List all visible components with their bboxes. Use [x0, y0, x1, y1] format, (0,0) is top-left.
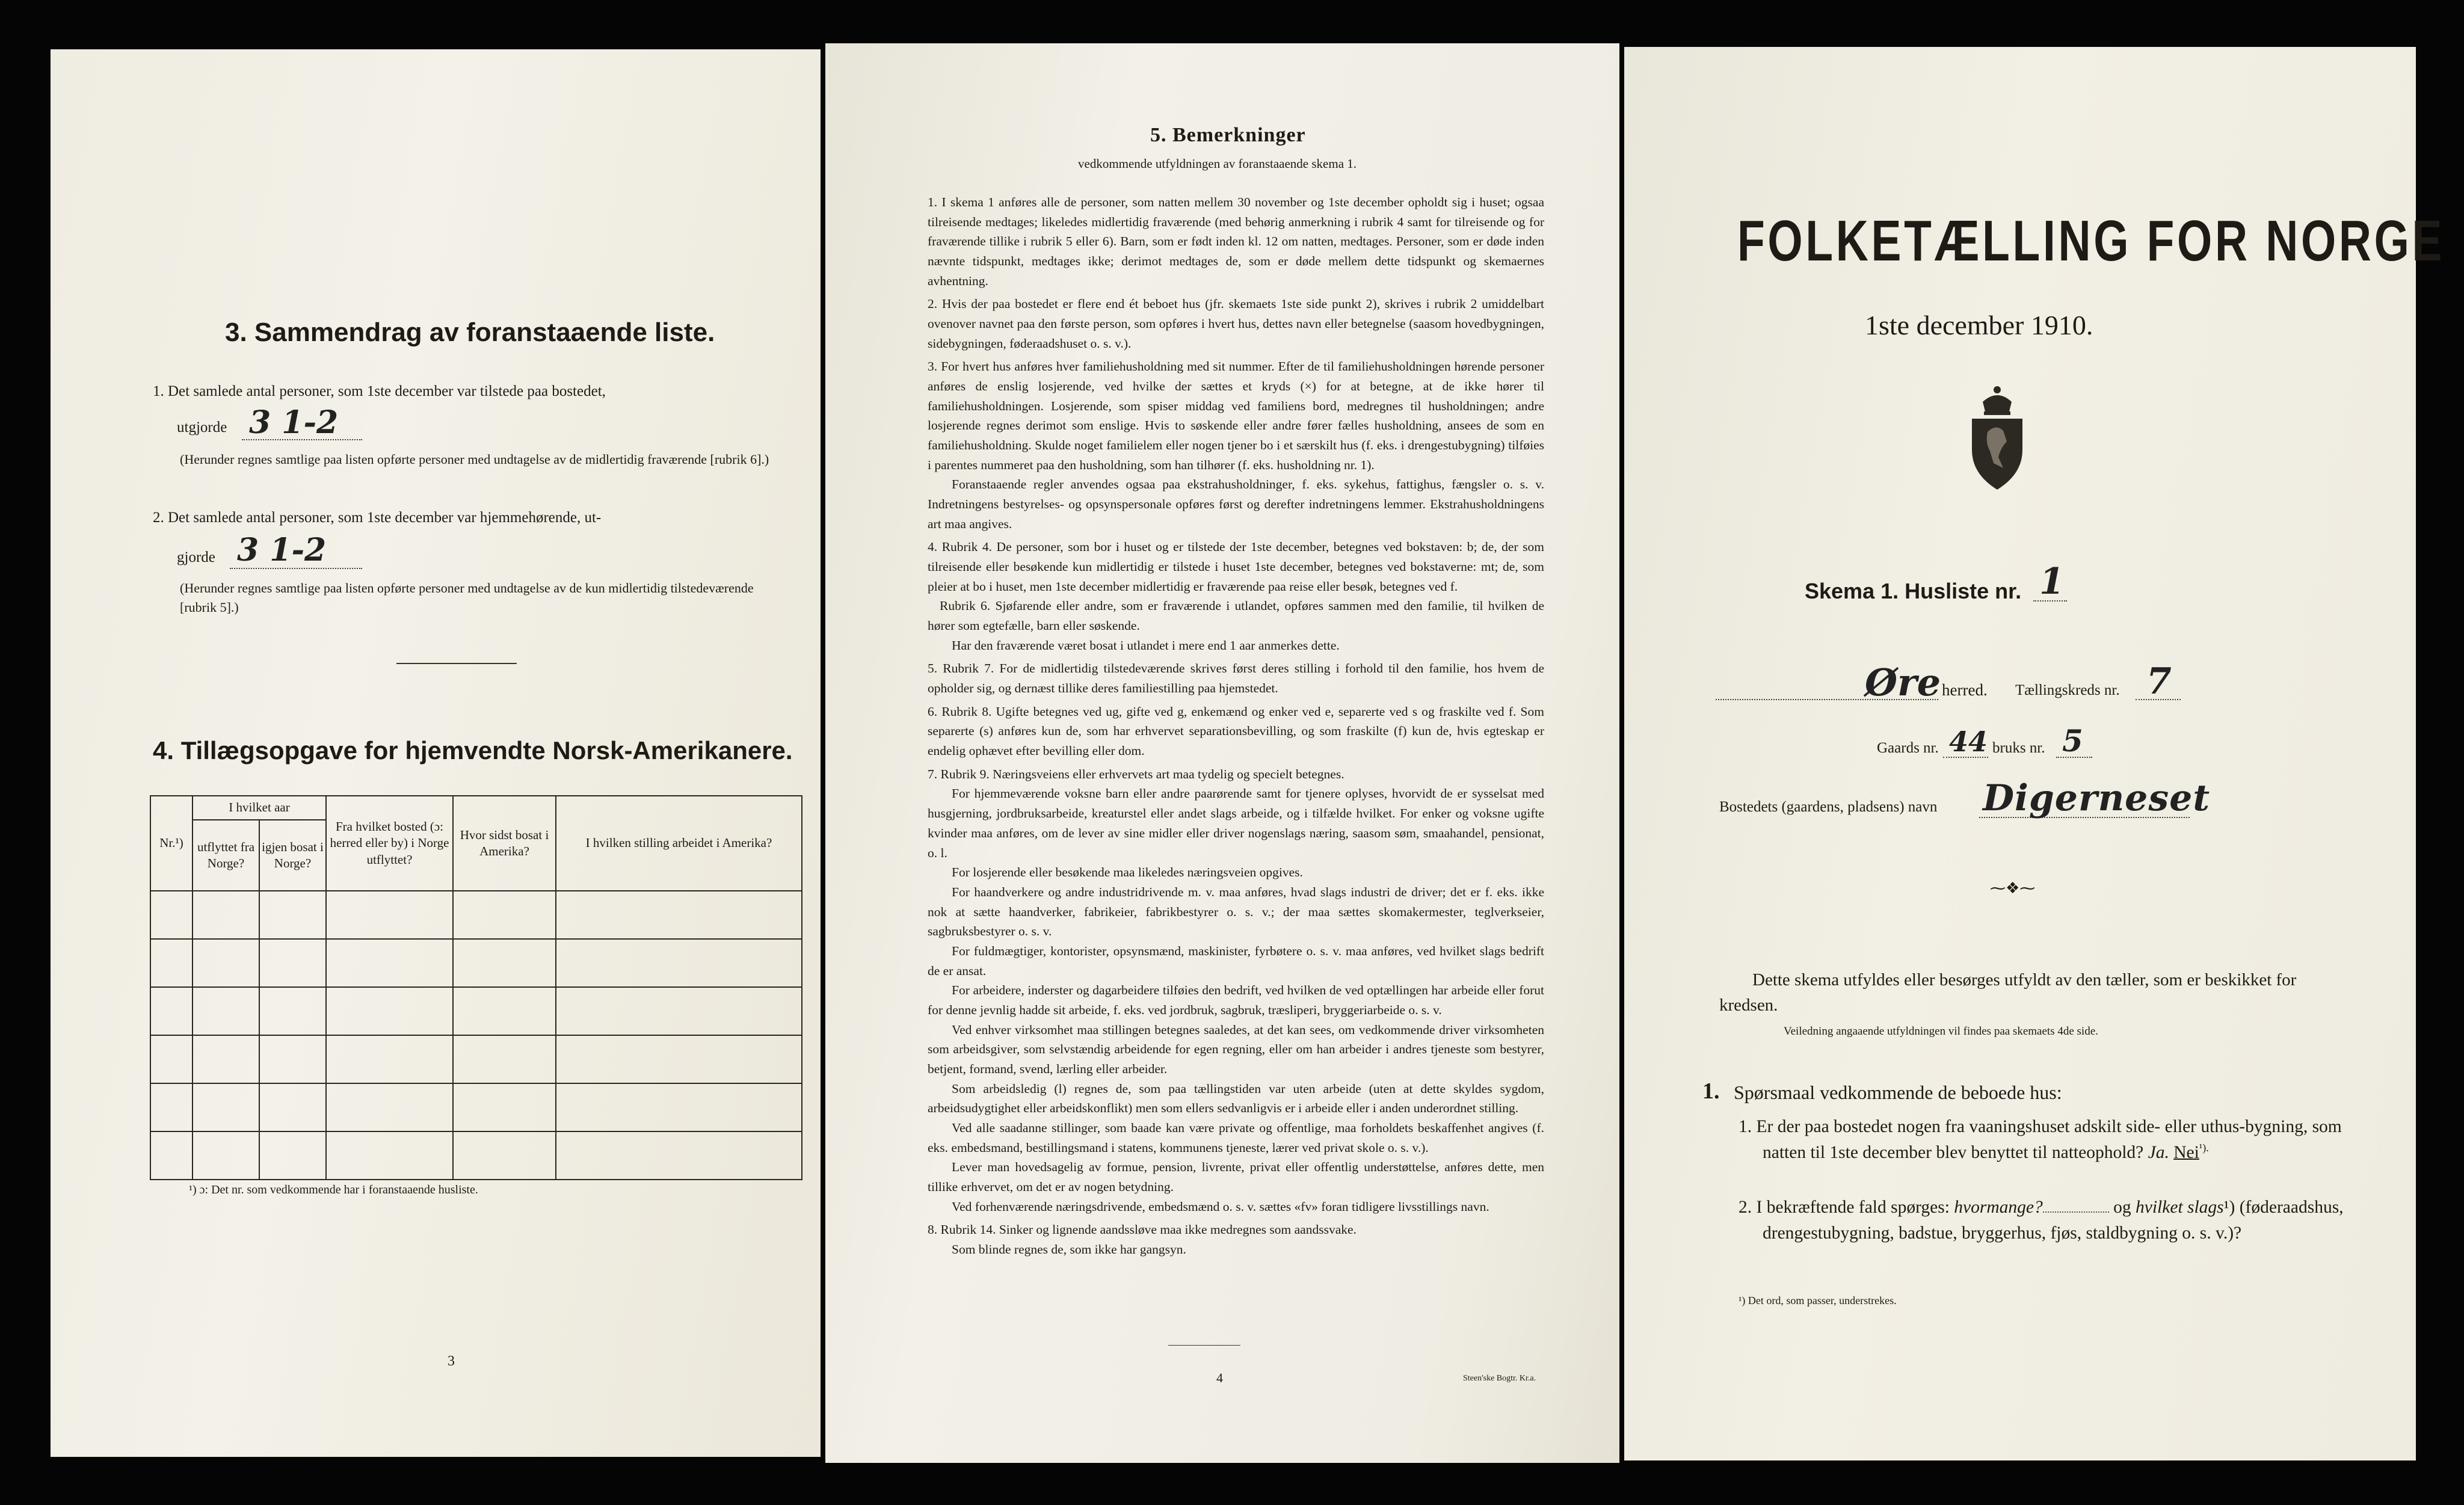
question-heading: Spørsmaal vedkommende de beboede hus:	[1734, 1082, 2062, 1103]
bosted-label: Bostedets (gaardens, pladsens) navn	[1719, 799, 1938, 815]
item1-label: utgjorde	[177, 419, 227, 435]
bemerkninger-subheading: vedkommende utfyldningen av foranstaaende skema 1.	[1078, 156, 1357, 171]
herred-label: herred.	[1942, 681, 1988, 699]
bottom-rule	[1168, 1345, 1240, 1346]
note-paragraph: 5. Rubrik 7. For de midlertidig tilstedeværende skrives først deres stilling i forhold til den familie, hos hvem de opholder sig, og dernæst tillike deres familiestilling paa hjemstedet.	[928, 661, 1544, 696]
note-paragraph: Rubrik 6. Sjøfarende eller andre, som er fraværende i utlandet, opføres sammen med den familie, til hvilken de hører som egtefælle, barn eller søskende.	[928, 599, 1544, 633]
col-utflyttet-header: utflyttet fra Norge?	[192, 820, 259, 891]
note-paragraph: Som blinde regnes de, som ikke har gangsyn.	[952, 1242, 1186, 1257]
question-1-text: 1. Er der paa bostedet nogen fra vaaningshuset adskilt side- eller uthus-bygning, som natten til 1ste december blev benyttet til natteophold?	[1739, 1117, 2342, 1162]
skema-label: Skema 1. Husliste nr.	[1805, 579, 2022, 603]
table-row	[150, 987, 802, 1035]
table-footnote: ¹) ɔ: Det nr. som vedkommende har i foranstaaende husliste.	[189, 1183, 478, 1196]
note-paragraph: Som arbeidsledig (l) regnes de, som paa tællingstiden var uten arbeide (uten at dette skyldes sygdom, arbeidsudygtighet eller arbeidskonflikt) men som ellers sedvanligvis er i arbeide eller i anden underordnet stilling.	[928, 1081, 1544, 1116]
note-paragraph: 3. For hvert hus anføres hver familiehusholdning med sit nummer. Efter de til familiehusholdningen hørende personer anføres de enslig losjerende, ved hvilke der sættes et kryds (×) for at betegne, at de ikke hører til familiehusholdningen. Losjerende, som spiser middag ved familiens bord, medregnes til husholdningen; andre losjerende regnes derimot som enslige. Hvis to søskende eller andre fører fælles husholdning, ansees de som en familiehusholdning. Skulde noget familielem eller nogen tjener bo i et særskilt hus (f. eks. i drengestubygning) tilføies i parentes nummeret paa den husholdning, som han tilhører (f. eks. husholdning nr. 1).	[928, 359, 1544, 472]
note-paragraph: For arbeidere, inderster og dagarbeidere tilføies den bedrift, ved hvilken de ved optællingen har arbeide eller forut for denne jevnlig hadde sit arbeide, f. eks. ved jordbruk, sagbruk, træsliperi, bryggeriarbeide o. s. v.	[928, 983, 1544, 1017]
norsk-amerikanere-table	[150, 795, 802, 1180]
divider-ornament: ⁓❖⁓	[1990, 879, 2036, 897]
note-paragraph: For haandverkere og andre industridrivende m. v. maa anføres, hvad slags industri de driver; det er f. eks. ikke nok at sætte haandverker, fabrikeier, fabrikbestyrer o. s. v.; der maa sættes skomakermester, teglverkseier, sagbruksbestyrer o. s. v.	[928, 884, 1544, 939]
note-paragraph: 4. Rubrik 4. De personer, som bor i huset og er tilstede der 1ste december, betegnes ved bokstaven: b; de, der som tilreisende eller besøkende kun midlertidig er tilstede i huset 1ste december, betegnes ved bokstaverne: mt; de, som pleier at bo i huset, men 1ste december midlertidig er fraværende paa reise eller besøk, betegnes ved f.	[928, 540, 1544, 594]
note-paragraph: For fuldmægtiger, kontorister, opsynsmænd, maskinister, fyrbøtere o. s. v. maa anføres, ved hvilket slags bedrift de er ansat.	[928, 943, 1544, 978]
section-3-heading: 3. Sammendrag av foranstaaende liste.	[225, 318, 715, 347]
note-paragraph: 2. Hvis der paa bostedet er flere end ét beboet hus (jfr. skemaets 1ste side punkt 2), skrives i rubrik 2 umiddelbart ovenover navnet paa den første person, som opføres i hvert hus, dettes navn eller betegnelse (saasom hovedbygningen, sidebygningen, føderaadshuset o. s. v.).	[928, 297, 1544, 351]
answer-ja: Ja.	[2148, 1142, 2169, 1162]
question-2-hvilket: hvilket slags	[2136, 1198, 2224, 1217]
item1-value: 3 1-2	[249, 404, 339, 441]
census-date: 1ste december 1910.	[1865, 310, 2093, 340]
section-4-heading: 4. Tillægsopgave for hjemvendte Norsk-Amerikanere.	[153, 736, 793, 765]
bemerkninger-heading: 5. Bemerkninger	[1150, 124, 1306, 146]
note-paragraph: Ved alle saadanne stillinger, som baade kan være private og offentlige, maa forholdets beskaffenhet angives (f. eks. embedsmand, bestillingsmand i statens, kommunens tjeneste, lærer ved privat skole o. s. v.).	[928, 1120, 1544, 1155]
col-fra-header: Fra hvilket bosted (ɔ: herred eller by) i Norge utflyttet?	[326, 796, 453, 891]
middle-page	[825, 43, 1619, 1463]
gaards-label: Gaards nr.	[1877, 740, 1939, 756]
item2-text: 2. Det samlede antal personer, som 1ste december var hjemmehørende, ut-	[153, 509, 602, 526]
question-2	[1739, 1195, 2358, 1246]
note-paragraph: Har den fraværende været bosat i utlandet i mere end 1 aar anmerkes dette.	[952, 638, 1340, 653]
note-paragraph: Foranstaaende regler anvendes ogsaa paa ekstrahusholdninger, f. eks. sykehus, fattighus, fængsler o. s. v. Indretningens bestyrelses- og opsynspersonale opføres først og derefter indretningens lemmer. Ekstrahusholdningens art maa angives.	[928, 477, 1544, 531]
item1-text: 1. Det samlede antal personer, som 1ste december var tilstede paa bostedet,	[153, 383, 606, 399]
husliste-nr: 1	[2039, 561, 2065, 603]
question-1	[1739, 1114, 2358, 1166]
note-paragraph: 8. Rubrik 14. Sinker og lignende aandssløve maa ikke medregnes som aandssvake.	[928, 1222, 1357, 1237]
note-paragraph: For losjerende eller besøkende maa likeledes næringsveien opgives.	[952, 865, 1303, 880]
right-footnote: ¹) Det ord, som passer, understrekes.	[1739, 1294, 1897, 1306]
note-paragraph: For hjemmeværende voksne barn eller andre paarørende samt for tjenere oplyses, hvorvidt de er sysselsat med husgjerning, jordbruksarbeide, kreaturstel eller andet slags arbeide, og i tilfælde hvilket. For enker og voksne ugifte kvinder maa anføres, om de lever av sine midler eller driver nogenslags næring, saasom søm, smaahandel, pensionat, o. l.	[928, 786, 1544, 860]
question-2-text-b: ¹) (føderaadshus, drengestubygning, badstue, bryggerhus, fjøs, staldbygning o. s. v.)?	[1763, 1198, 2344, 1243]
item2-note: (Herunder regnes samtlige paa listen opførte personer med undtagelse av de kun midlertidig tilstedeværende [rubrik 5].)	[180, 580, 754, 615]
col-nr-header: Nr.¹)	[150, 796, 192, 891]
table-row	[150, 1131, 802, 1180]
kreds-label: Tællingskreds nr.	[2015, 682, 2120, 698]
page-number-middle: 4	[1216, 1370, 1223, 1385]
veiledning-text: Veiledning angaaende utfyldningen vil findes paa skemaets 4de side.	[1784, 1025, 2098, 1038]
intro-text: Dette skema utfyldes eller besørges utfyldt av den tæller, som er beskikket for kredsen.	[1719, 970, 2297, 1015]
gaards-value: 44	[1949, 725, 1988, 758]
col-sidst-header: Hvor sidst bosat i Amerika?	[453, 796, 556, 891]
question-2-text-a: 2. I bekræftende fald spørges:	[1739, 1198, 1950, 1217]
col-stilling-header: I hvilken stilling arbeidet i Amerika?	[556, 796, 802, 891]
coat-of-arms-icon	[1961, 384, 2033, 492]
question-heading-num: 1.	[1702, 1079, 1720, 1104]
page-number-left: 3	[448, 1353, 455, 1369]
note-paragraph: Lever man hovedsagelig av formue, pension, livrente, privat eller offentlig understøttelse, anføres dette, men tillike erhvervet, om det er av nogen betydning.	[928, 1160, 1544, 1194]
item2-label: gjorde	[177, 549, 215, 565]
note-paragraph: 6. Rubrik 8. Ugifte betegnes ved ug, gifte ved g, enkemænd og enker ved e, separerte ved s og fraskilte ved f. Som separerte (s) anføres kun de, som har erhvervet separationsbevilling, og som fraskilte (f) kun de, hvis egteskap er endelig ophævet efter bevilling eller dom.	[928, 704, 1544, 759]
bosted-value: Digerneset	[1983, 777, 2211, 819]
document-title: FOLKETÆLLING FOR NORGE	[1737, 209, 2445, 273]
table-row	[150, 1083, 802, 1131]
bruks-label: bruks nr.	[1992, 740, 2045, 756]
answer-nei: Nei	[2173, 1142, 2199, 1162]
table-row	[150, 939, 802, 987]
bemerkninger-notes	[928, 192, 1544, 1260]
question-2-og: og	[2113, 1198, 2131, 1217]
hvormange-blank	[2043, 1211, 2109, 1213]
item1-note: (Herunder regnes samtlige paa listen opførte personer med undtagelse av de midlertidig fraværende [rubrik 6].)	[180, 452, 769, 467]
bruks-value: 5	[2062, 723, 2083, 759]
col-group-header: I hvilket aar	[192, 796, 326, 820]
printer-imprint: Steen'ske Bogtr. Kr.a.	[1463, 1374, 1536, 1383]
right-page	[1624, 47, 2445, 1460]
table-row	[150, 891, 802, 939]
note-paragraph: 7. Rubrik 9. Næringsveiens eller erhvervets art maa tydelig og specielt betegnes.	[928, 766, 1344, 781]
note-paragraph: Ved enhver virksomhet maa stillingen betegnes saaledes, at det kan sees, om vedkommende driver virksomheten som arbeidsgiver, som selvstændig arbeidende for egen regning, eller om han arbeider i andres tjeneste som bestyrer, betjent, formand, svend, lærling eller arbeider.	[928, 1022, 1544, 1076]
answer-footnote-mark: ¹).	[2199, 1141, 2209, 1154]
table-row	[150, 1035, 802, 1083]
note-paragraph: 1. I skema 1 anføres alle de personer, som natten mellem 30 november og 1ste december opholdt sig i huset; ogsaa tilreisende medtages; likeledes midlertidig fraværende (med behørig anmerkning i rubrik 4 samt for tilreisende og for fraværende tillike i rubrik 5 eller 6). Barn, som er født inden kl. 12 om natten, medtages. Personer, som er døde inden nævnte tidspunkt, medtages ikke; derimot medtages de, som er døde mellem dette tidspunkt og skemaernes avhentning.	[928, 195, 1544, 288]
separator-line	[396, 663, 517, 664]
question-2-hvormange: hvormange?	[1954, 1198, 2043, 1217]
item2-value: 3 1-2	[237, 532, 327, 568]
note-paragraph: Ved forhenværende næringsdrivende, embedsmænd o. s. v. sættes «fv» foran tidligere livsstillings navn.	[952, 1199, 1489, 1214]
col-igjen-header: igjen bosat i Norge?	[259, 820, 326, 891]
left-page	[51, 49, 821, 1457]
herred-value: Øre	[1865, 660, 1941, 704]
kreds-value: 7	[2146, 660, 2172, 703]
